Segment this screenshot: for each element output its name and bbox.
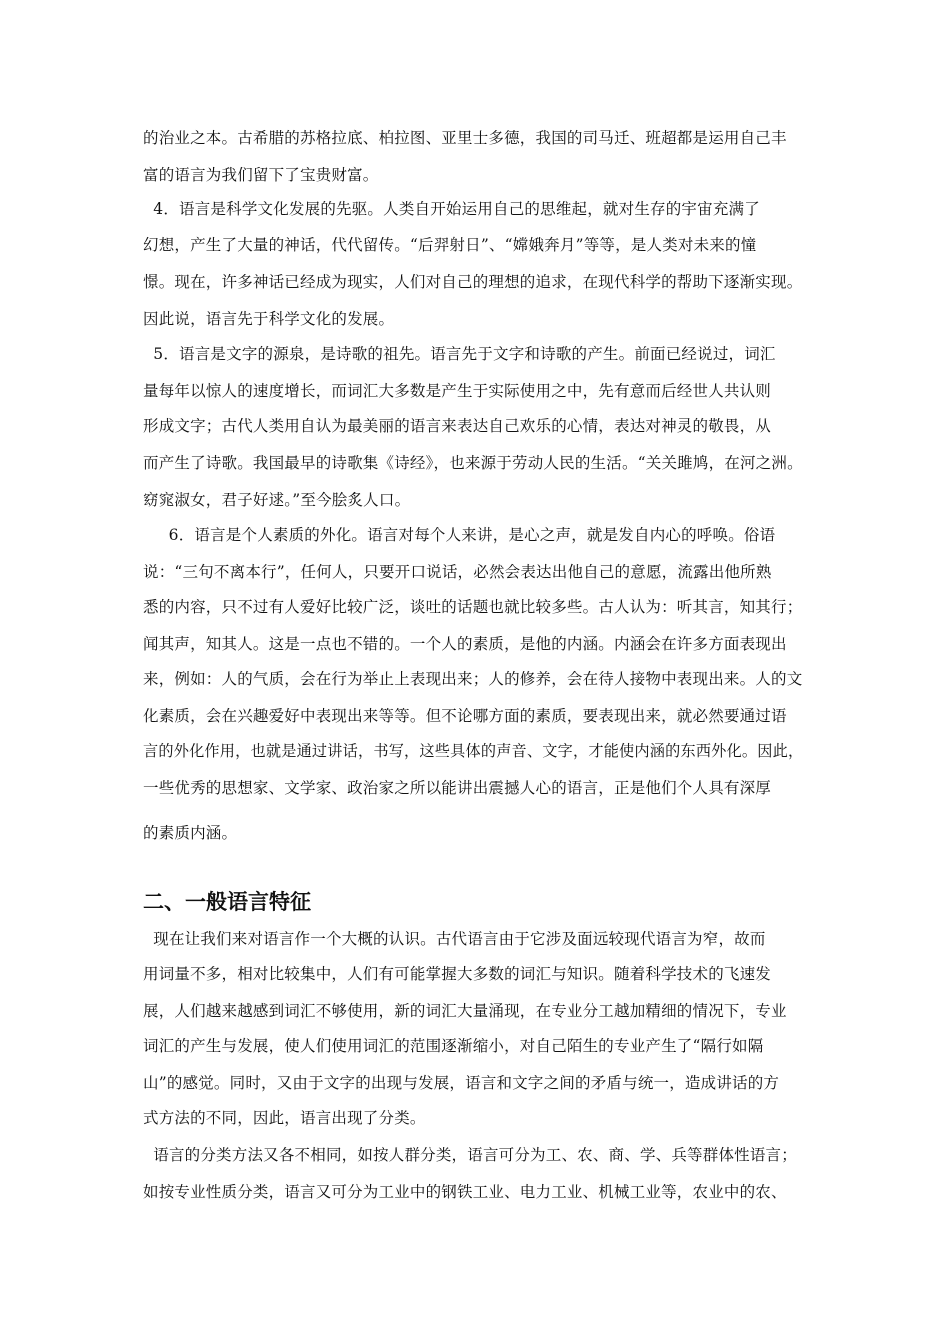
text-line: 的治业之本。古希腊的苏格拉底、柏拉图、亚里士多德，我国的司马迁、班超都是运用自己丰 — [143, 129, 787, 147]
text-line: 憬。现在，许多神话已经成为现实，人们对自己的理想的追求，在现代科学的帮助下逐渐实现。 — [143, 273, 803, 291]
text-line: 5．语言是文字的源泉，是诗歌的祖先。语言先于文字和诗歌的产生。前面已经说过，词汇 — [143, 345, 776, 363]
text-line: 用词量不多，相对比较集中，人们有可能掌握大多数的词汇与知识。随着科学技术的飞速发 — [143, 965, 772, 983]
text-line: 言的外化作用，也就是通过讲话，书写，这些具体的声音、文字，才能使内涵的东西外化。因此， — [143, 742, 804, 760]
text-line: 的素质内涵。 — [143, 824, 238, 842]
text-line: 语言的分类方法又各不相同，如按人群分类，语言可分为工、农、商、学、兵等群体性语言； — [143, 1146, 797, 1164]
text-line: 山”的感觉。同时，又由于文字的出现与发展，语言和文字之间的矛盾与统一，造成讲话的方 — [143, 1074, 780, 1092]
section-heading: 二、一般语言特征 — [143, 890, 311, 914]
text-line: 闻其声，知其人。这是一点也不错的。一个人的素质，是他的内涵。内涵会在许多方面表现出 — [143, 635, 787, 653]
text-line: 如按专业性质分类，语言又可分为工业中的钢铁工业、电力工业、机械工业等，农业中的农、 — [143, 1183, 787, 1201]
text-line: 词汇的产生与发展，使人们使用词汇的范围逐渐缩小，对自己陌生的专业产生了“隔行如隔 — [143, 1037, 764, 1055]
text-line: 来，例如：人的气质，会在行为举止上表现出来；人的修养，会在待人接物中表现出来。人的文 — [143, 670, 803, 688]
text-line: 幻想，产生了大量的神话，代代留传。“后羿射日”、“嫦娥奔月”等等，是人类对未来的憧 — [143, 236, 757, 254]
text-line: 形成文字；古代人类用自认为最美丽的语言来表达自己欢乐的心情，表达对神灵的敬畏，从 — [143, 417, 772, 435]
text-line: 富的语言为我们留下了宝贵财富。 — [143, 166, 379, 184]
text-line: 量每年以惊人的速度增长，而词汇大多数是产生于实际使用之中，先有意而后经世人共认则 — [143, 382, 772, 400]
text-line: 展，人们越来越感到词汇不够使用，新的词汇大量涌现，在专业分工越加精细的情况下，专业 — [143, 1002, 787, 1020]
text-line: 悉的内容，只不过有人爱好比较广泛，谈吐的话题也就比较多些。古人认为：听其言，知其行； — [143, 598, 803, 616]
text-line: 现在让我们来对语言作一个大概的认识。古代语言由于它涉及面远较现代语言为窄，故而 — [143, 930, 766, 948]
text-line: 说：“三句不离本行”，任何人，只要开口说话，必然会表达出他自己的意愿，流露出他所熟 — [143, 563, 772, 581]
text-line: 4．语言是科学文化发展的先驱。人类自开始运用自己的思维起，就对生存的宇宙充满了 — [143, 200, 760, 218]
text-line: 化素质，会在兴趣爱好中表现出来等等。但不论哪方面的素质，要表现出来，就必然要通过语 — [143, 707, 787, 725]
text-line: 一些优秀的思想家、文学家、政治家之所以能讲出震撼人心的语言，正是他们个人具有深厚 — [143, 779, 772, 797]
text-line: 而产生了诗歌。我国最早的诗歌集《诗经》，也来源于劳动人民的生活。“关关雎鸠，在河之洲。 — [143, 454, 803, 472]
text-line: 式方法的不同，因此，语言出现了分类。 — [143, 1109, 426, 1127]
text-line: 窈窕淑女，君子好逑。”至今脍炙人口。 — [143, 491, 411, 509]
text-line: 6．语言是个人素质的外化。语言对每个人来讲，是心之声，就是发自内心的呼唤。俗语 — [143, 526, 776, 544]
text-line: 因此说，语言先于科学文化的发展。 — [143, 310, 395, 328]
